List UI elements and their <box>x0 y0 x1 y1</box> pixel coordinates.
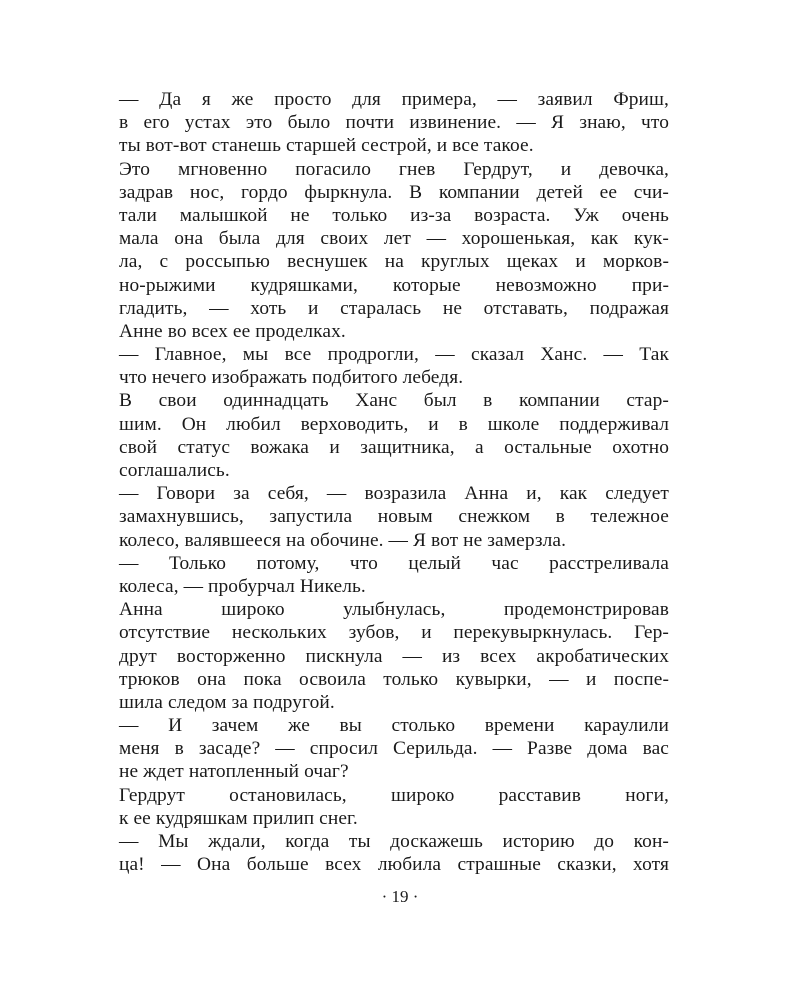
text-line: шим. Он любил верховодить, и в школе поддерживал <box>119 413 669 435</box>
paragraph <box>119 343 669 389</box>
text-line: Анне во всех ее проделках. <box>119 320 346 342</box>
text-line: — Только потому, что целый час расстреливала <box>119 552 669 574</box>
body-text <box>119 88 669 876</box>
text-line: В свои одиннадцать Ханс был в компании стар- <box>119 390 669 412</box>
text-line: мала она была для своих лет — хорошенькая, как кук- <box>119 228 669 250</box>
paragraph <box>119 784 669 830</box>
paragraph <box>119 158 669 344</box>
text-line: колеса, — пробурчал Никель. <box>119 575 366 597</box>
text-line: ты вот-вот станешь старшей сестрой, и все такое. <box>119 135 534 157</box>
text-line: не ждет натопленный очаг? <box>119 761 349 783</box>
text-line: гладить, — хоть и старалась не отставать, подражая <box>119 297 669 319</box>
text-line: свой статус вожака и защитника, а остальные охотно <box>119 436 669 458</box>
text-line: задрав нос, гордо фыркнула. В компании детей ее счи- <box>119 181 669 203</box>
paragraph <box>119 482 669 552</box>
text-line: замахнувшись, запустила новым снежком в тележное <box>119 506 669 528</box>
text-line: к ее кудряшкам прилип снег. <box>119 807 358 829</box>
text-line: ла, с россыпью веснушек на круглых щеках и морков- <box>119 251 669 273</box>
text-line: меня в засаде? — спросил Серильда. — Разве дома вас <box>119 738 669 760</box>
text-line: — Говори за себя, — возразила Анна и, как следует <box>119 483 669 505</box>
text-line: соглашались. <box>119 460 230 481</box>
text-line: — И зачем же вы столько времени караулили <box>119 715 669 737</box>
text-line: шила следом за подругой. <box>119 691 335 713</box>
text-line: отсутствие нескольких зубов, и перекувыркнулась. Гер- <box>119 622 669 644</box>
text-line: Анна широко улыбнулась, продемонстрировав <box>119 599 669 621</box>
paragraph <box>119 88 669 158</box>
text-line: — Главное, мы все продрогли, — сказал Ханс. — Так <box>119 344 669 366</box>
text-line: ца! — Она больше всех любила страшные сказки, хотя <box>119 854 669 876</box>
text-line: трюков она пока освоила только кувырки, — и поспе- <box>119 668 669 690</box>
text-line: колесо, валявшееся на обочине. — Я вот не замерзла. <box>119 529 567 551</box>
text-line: — Да я же просто для примера, — заявил Фриш, <box>119 89 669 110</box>
paragraph <box>119 830 669 876</box>
paragraph <box>119 598 669 714</box>
paragraph <box>119 552 669 598</box>
page-number: · 19 · <box>381 887 419 906</box>
text-line: в его устах это было почти извинение. — Я знаю, что <box>119 112 669 134</box>
paragraph <box>119 714 669 784</box>
text-line: — Мы ждали, когда ты доскажешь историю до кон- <box>119 831 669 852</box>
paragraph <box>119 389 669 482</box>
text-line: но-рыжими кудряшками, которые невозможно при- <box>119 274 669 296</box>
text-line: тали малышкой не только из-за возраста. Уж очень <box>119 204 669 226</box>
text-line: что нечего изображать подбитого лебедя. <box>119 367 464 389</box>
text-line: Гердрут остановилась, широко расставив ноги, <box>119 784 669 806</box>
text-line: Это мгновенно погасило гнев Гердрут, и девочка, <box>119 158 669 180</box>
text-line: друт восторженно пискнула — из всех акробатических <box>119 645 669 667</box>
